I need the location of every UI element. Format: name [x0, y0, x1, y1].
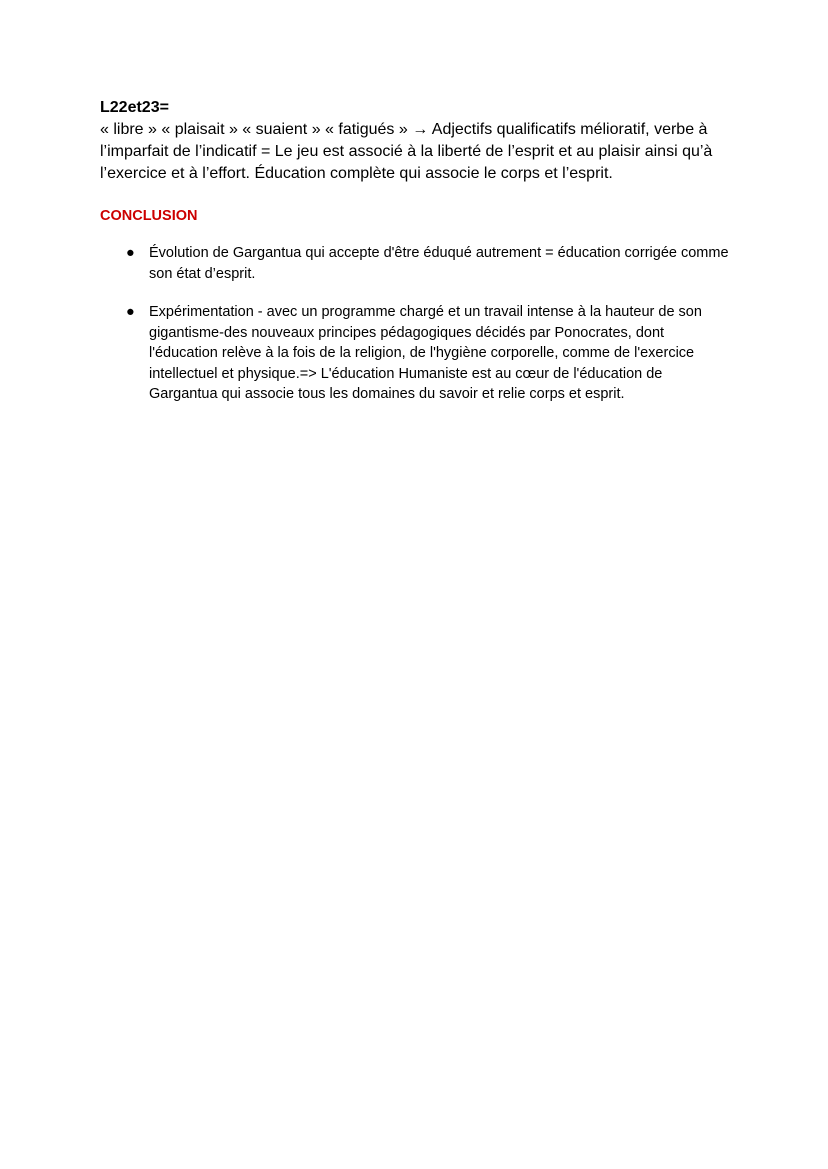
- bullet-icon: ●: [126, 304, 135, 320]
- conclusion-list: [100, 243, 730, 405]
- list-item-text: Évolution de Gargantua qui accepte d'être éduqué autrement = éducation corrigée comme son état d’esprit.: [149, 245, 729, 282]
- conclusion-title: CONCLUSION: [100, 208, 198, 224]
- list-item: [100, 302, 730, 405]
- list-item: [100, 243, 730, 284]
- bullet-icon: ●: [126, 245, 135, 261]
- list-item-text: Expérimentation - avec un programme chargé et un travail intense à la hauteur de son gigantisme-des nouveaux principes pédagogiques décidés par Ponocrates, dont l'éducation relève à la fois de la religion, de l'hygiène corporelle, comme de l'exercice intellectuel et physique.=> L'éducation Humaniste est au cœur de l'éducation de Gargantua qui associe tous les domaines du savoir et relie corps et esprit.: [149, 304, 702, 402]
- document-body: [100, 97, 730, 423]
- line-reference-heading: L22et23=: [100, 99, 169, 116]
- analysis-paragraph: « libre » « plaisait » « suaient » « fatigués » → Adjectifs qualificatifs mélioratif, verbe à l’imparfait de l’indicatif = Le jeu est associé à la liberté de l’esprit et au plaisir ainsi qu’à l’exercice et à l’effort. Éducation complète qui associe le corps et l’esprit.: [100, 121, 713, 182]
